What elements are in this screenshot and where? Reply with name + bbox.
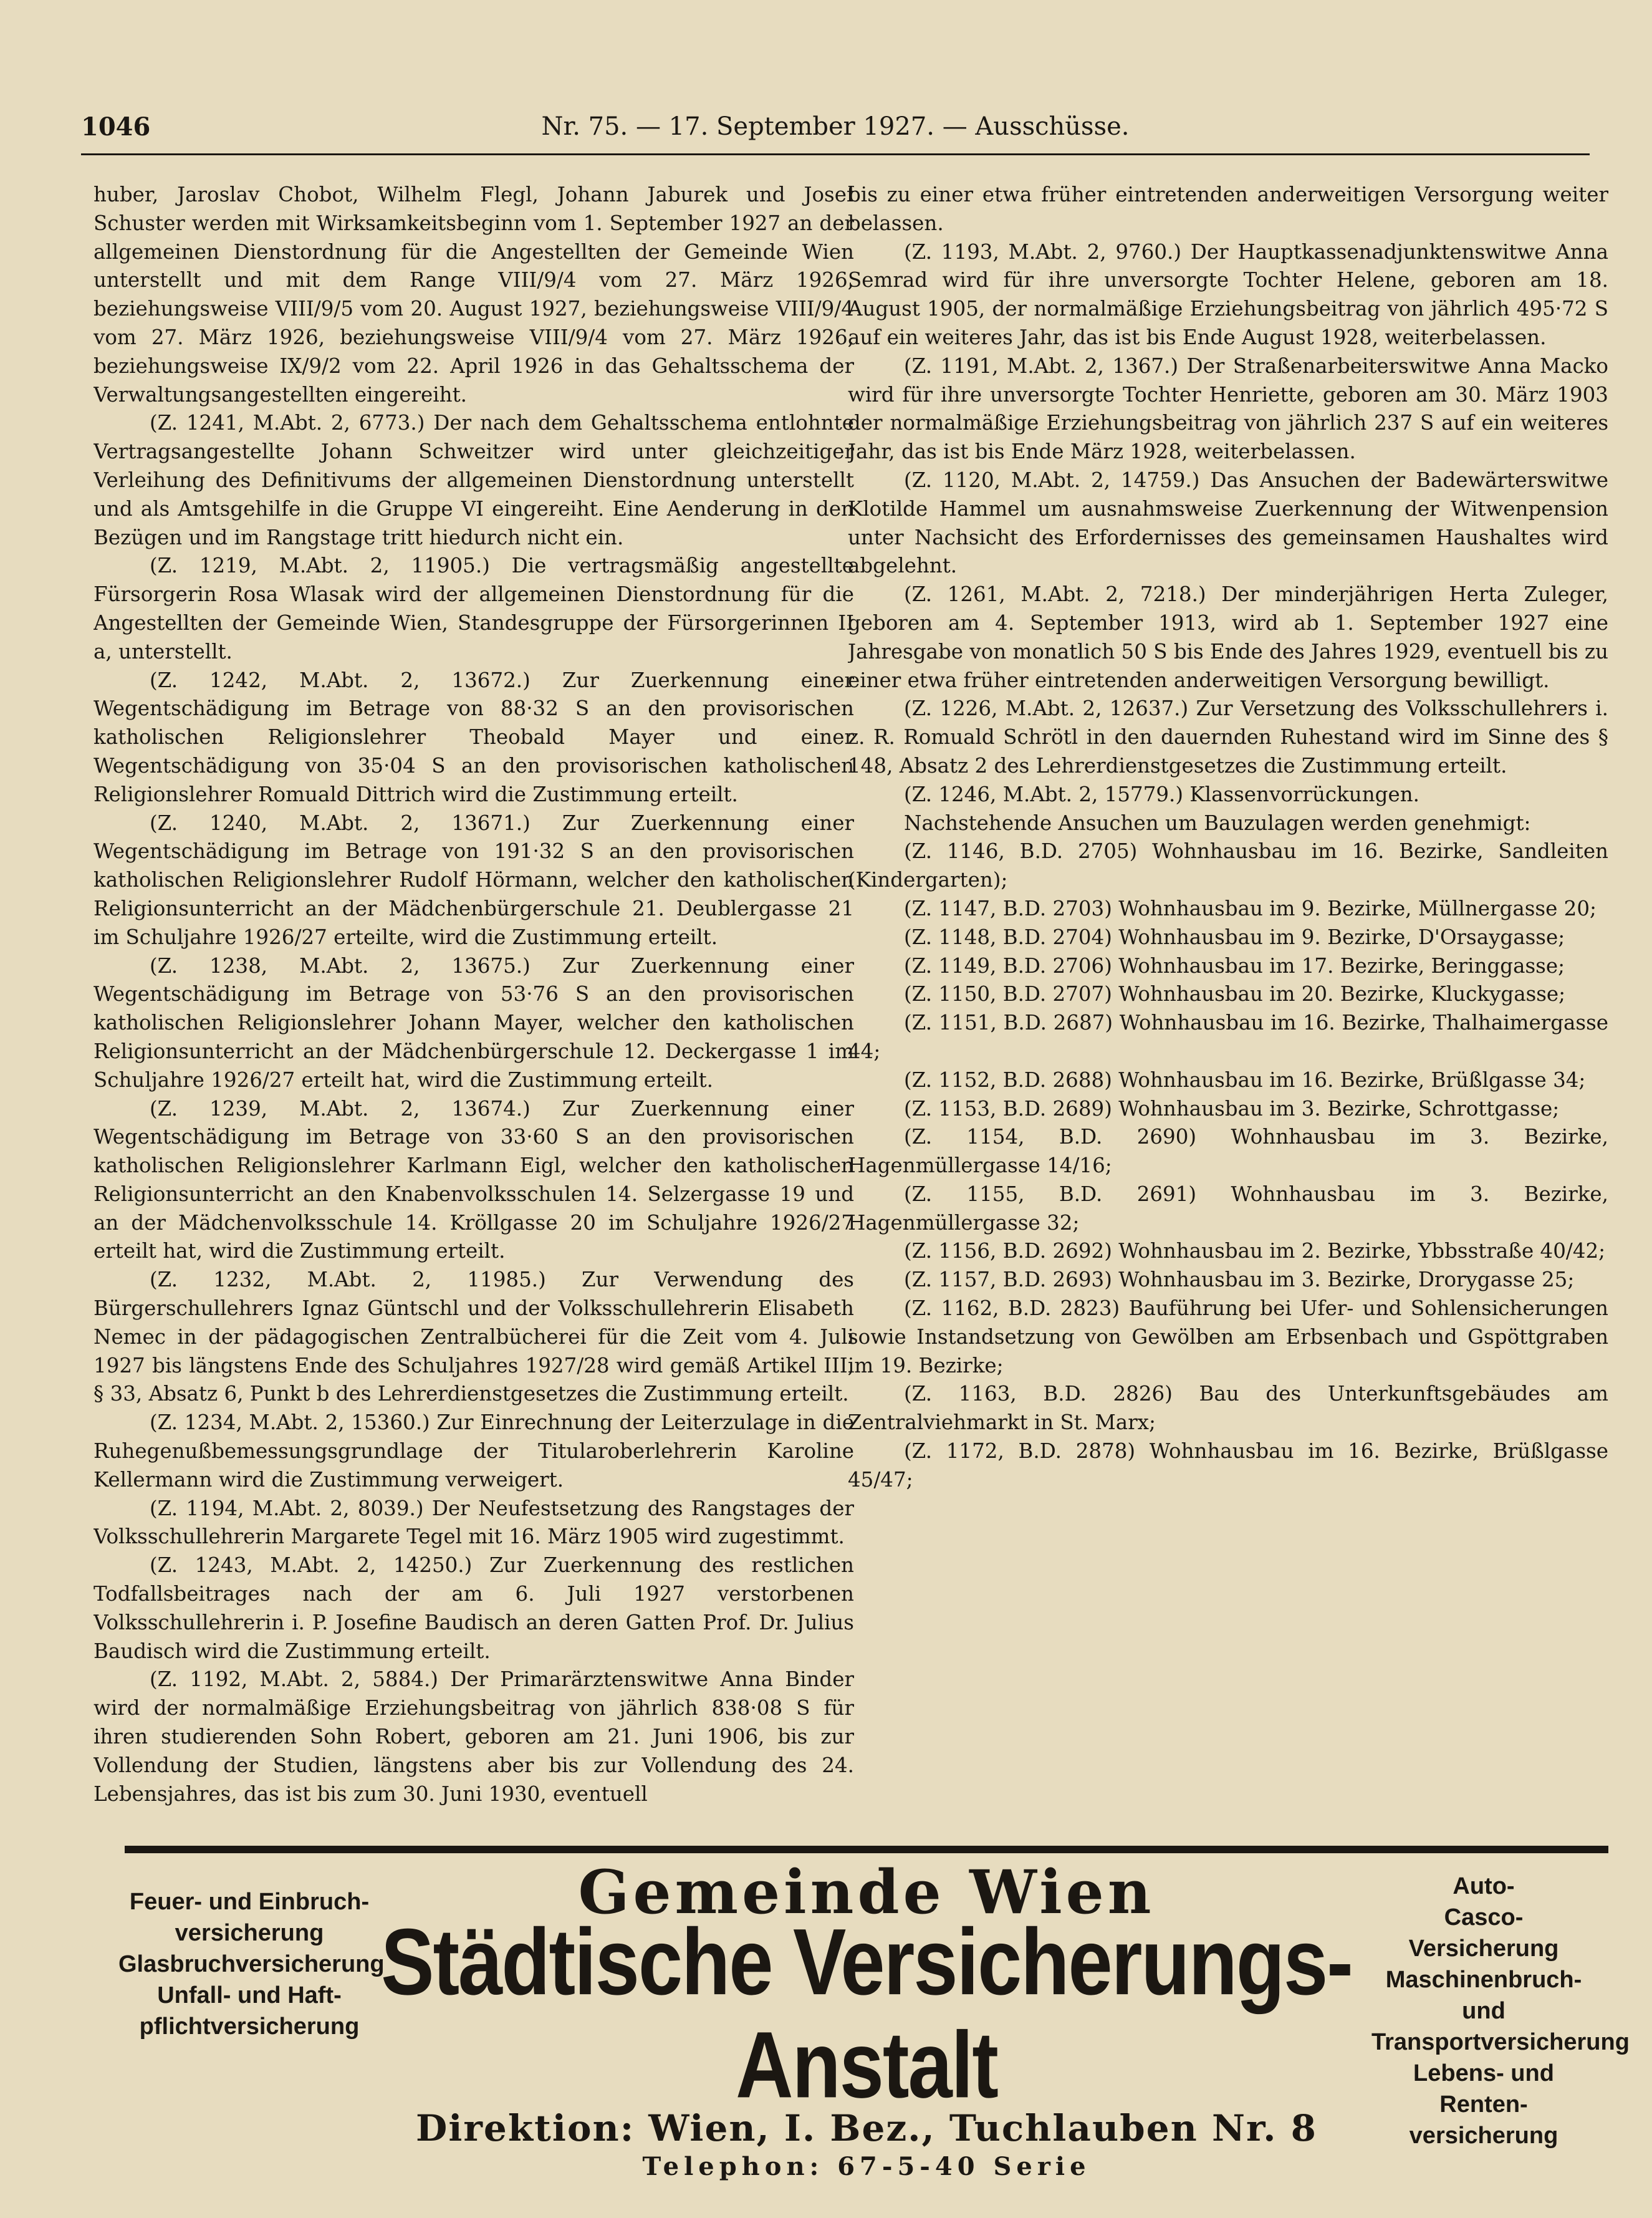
ad-service-line: Transportversicherung (1371, 2029, 1630, 2055)
paragraph: (Z. 1193, M.Abt. 2, 9760.) Der Hauptkassenadjunktenswitwe Anna Semrad wird für ihre unversorgte Tochter Helene, geboren am 18. August 1905, der normalmäßige Erziehungsbeitrag von jährlich 495·72 S auf ein weiteres Jahr, das ist bis Ende August 1928, weiterbelassen. (848, 239, 1608, 349)
ad-service-line: Casco-Versicherung (1408, 1904, 1559, 1962)
list-item: (Z. 1172, B.D. 2878) Wohnhausbau im 16. Bezirke, Brüßlgasse 45/47; (848, 1439, 1608, 1492)
paragraph: (Z. 1234, M.Abt. 2, 15360.) Zur Einrechnung der Leiterzulage in die Ruhegenußbemessungsgrundlage der Titularoberlehrerin Karoline Kellermann wird die Zustimmung verweigert. (94, 1410, 854, 1492)
list-item: (Z. 1151, B.D. 2687) Wohnhausbau im 16. Bezirke, Thalhaimergasse 44; (848, 1011, 1608, 1063)
list-item: (Z. 1156, B.D. 2692) Wohnhausbau im 2. Bezirke, Ybbsstraße 40/42; (904, 1239, 1606, 1263)
list-item: (Z. 1147, B.D. 2703) Wohnhausbau im 9. Bezirke, Müllnergasse 20; (904, 896, 1597, 920)
list-item: (Z. 1152, B.D. 2688) Wohnhausbau im 16. Bezirke, Brüßlgasse 34; (904, 1068, 1586, 1092)
list-item: (Z. 1150, B.D. 2707) Wohnhausbau im 20. Bezirke, Kluckygasse; (904, 982, 1566, 1006)
paragraph: (Z. 1239, M.Abt. 2, 13674.) Zur Zuerkennung einer Wegentschädigung im Betrage von 33·60 S an den provisorischen katholischen Religionslehrer Karlmann Eigl, welcher den katholischen Religionsunterricht an den Knabenvolksschulen 14. Selzergasse 19 und an der Mädchenvolksschule 14. Kröllgasse 20 im Schuljahre 1926/27 erteilt hat, wird die Zustimmung erteilt. (94, 1096, 854, 1263)
paragraph: (Z. 1240, M.Abt. 2, 13671.) Zur Zuerkennung einer Wegentschädigung im Betrage von 191·32 S an den provisorischen katholischen Religionslehrer Rudolf Hörmann, welcher den katholischen Religionsunterricht an der Mädchenbürgerschule 21. Deublergasse 21 im Schuljahre 1926/27 erteilte, wird die Zustimmung erteilt. (94, 811, 854, 949)
ad-service-line: versicherung (1409, 2123, 1558, 2149)
list-item: (Z. 1163, B.D. 2826) Bau des Unterkunftsgebäudes am Zentralviehmarkt in St. Marx; (848, 1382, 1608, 1435)
list-item: (Z. 1149, B.D. 2706) Wohnhausbau im 17. Bezirke, Beringgasse; (904, 953, 1565, 978)
paragraph: (Z. 1243, M.Abt. 2, 14250.) Zur Zuerkennung des restlichen Todfallsbeitrages nach der am 6. Juli 1927 verstorbenen Volksschullehrerin i. P. Josefine Baudisch an deren Gatten Prof. Dr. Julius Baudisch wird die Zustimmung erteilt. (94, 1553, 854, 1663)
paragraph: (Z. 1219, M.Abt. 2, 11905.) Die vertragsmäßig angestellte Fürsorgerin Rosa Wlasak wird der allgemeinen Dienstordnung für die Angestellten der Gemeinde Wien, Standesgruppe der Fürsorgerinnen II a, unterstellt. (94, 554, 854, 663)
ad-service-line: Glasbruchversicherung (118, 1951, 385, 1977)
paragraph: (Z. 1241, M.Abt. 2, 6773.) Der nach dem Gehaltsschema entlohnte Vertragsangestellte Johann Schweitzer wird unter gleichzeitiger Verleihung des Definitivums der allgemeinen Dienstordnung unterstellt und als Amtsgehilfe in die Gruppe VI eingereiht. Eine Aenderung in den Bezügen und im Rangstage tritt hiedurch nicht ein. (94, 411, 854, 549)
right-column (848, 181, 1608, 1833)
header-rule (81, 153, 1590, 155)
paragraph: (Z. 1242, M.Abt. 2, 13672.) Zur Zuerkennung einer Wegentschädigung im Betrage von 88·32 S an den provisorischen katholischen Religionslehrer Theobald Mayer und einer Wegentschädigung von 35·04 S an den provisorischen katholischen Religionslehrer Romuald Dittrich wird die Zustimmung erteilt. (94, 668, 854, 806)
list-item: (Z. 1157, B.D. 2693) Wohnhausbau im 3. Bezirke, Drorygasse 25; (904, 1268, 1575, 1292)
advertisement-rule (125, 1846, 1608, 1853)
list-item: (Z. 1146, B.D. 2705) Wohnhausbau im 16. Bezirke, Sandleiten (Kindergarten); (848, 839, 1608, 892)
ad-company-name: Städtische Versicherungs-Anstalt (381, 1909, 1352, 2118)
ad-brand: Gemeinde Wien (578, 1857, 1155, 1927)
ad-address: Direktion: Wien, I. Bez., Tuchlauben Nr. 8 (416, 2107, 1317, 2149)
paragraph: (Z. 1261, M.Abt. 2, 7218.) Der minderjährigen Herta Zuleger, geboren am 4. September 1913, wird ab 1. September 1927 eine Jahresgabe von monatlich 50 S bis Ende des Jahres 1929, eventuell bis zu einer etwa früher eintretenden anderweitigen Versorgung bewilligt. (848, 582, 1608, 692)
paragraph: (Z. 1232, M.Abt. 2, 11985.) Zur Verwendung des Bürgerschullehrers Ignaz Güntschl und der Volksschullehrerin Elisabeth Nemec in der pädagogischen Zentralbücherei für die Zeit vom 4. Juli 1927 bis längstens Ende des Schuljahres 1927/28 wird gemäß Artikel III, § 33, Absatz 6, Punkt b des Lehrerdienstgesetzes die Zustimmung erteilt. (94, 1268, 854, 1406)
list-item: (Z. 1153, B.D. 2689) Wohnhausbau im 3. Bezirke, Schrottgasse; (904, 1096, 1560, 1121)
ad-service-line: Auto- (1453, 1873, 1515, 1899)
ad-center (362, 1858, 1371, 2182)
ad-left-services (118, 1886, 385, 2042)
list-item: (Z. 1155, B.D. 2691) Wohnhausbau im 3. Bezirke, Hagenmüllergasse 32; (848, 1182, 1608, 1235)
ad-service-line: Maschinenbruch- und (1385, 1967, 1582, 2024)
ad-service-line: pflichtversicherung (139, 2013, 360, 2040)
paragraph: Nachstehende Ansuchen um Bauzulagen werden genehmigt: (904, 811, 1531, 835)
page-number: 1046 (81, 112, 151, 142)
paragraph: (Z. 1226, M.Abt. 2, 12637.) Zur Versetzung des Volksschullehrers i. z. R. Romuald Schrötl in den dauernden Ruhestand wird im Sinne des § 148, Absatz 2 des Lehrerdienstgesetzes die Zustimmung erteilt. (848, 697, 1608, 778)
paragraph: bis zu einer etwa früher eintretenden anderweitigen Versorgung weiter belassen. (848, 183, 1608, 235)
list-item: (Z. 1162, B.D. 2823) Bauführung bei Ufer- und Sohlensicherungen sowie Instandsetzung von Gewölben am Erbsenbach und Gspöttgraben im 19. Bezirke; (848, 1296, 1608, 1377)
insurance-advertisement (94, 1857, 1630, 2181)
issue-title: Nr. 75. — 17. September 1927. — Ausschüsse. (541, 112, 1130, 141)
paragraph: huber, Jaroslav Chobot, Wilhelm Flegl, Johann Jaburek und Josef Schuster werden mit Wirksamkeitsbeginn vom 1. September 1927 an der allgemeinen Dienstordnung für die Angestellten der Gemeinde Wien unterstellt und mit dem Range VIII/9/4 vom 27. März 1926, beziehungsweise VIII/9/5 vom 20. August 1927, beziehungsweise VIII/9/4 vom 27. März 1926, beziehungsweise VIII/9/4 vom 27. März 1926, beziehungsweise IX/9/2 vom 22. April 1926 in das Gehaltsschema der Verwaltungsangestellten eingereiht. (94, 183, 854, 407)
ad-service-line: Lebens- und Renten- (1413, 2060, 1554, 2118)
paragraph: (Z. 1192, M.Abt. 2, 5884.) Der Primarärztenswitwe Anna Binder wird der normalmäßige Erziehungsbeitrag von jährlich 838·08 S für ihren studierenden Sohn Robert, geboren am 21. Juni 1906, bis zur Vollendung der Studien, längstens aber bis zur Vollendung des 24. Lebensjahres, das ist bis zum 30. Juni 1930, eventuell (94, 1667, 854, 1806)
ad-service-line: Feuer- und Einbruch- (129, 1889, 370, 1915)
page-header (81, 112, 1590, 150)
ad-right-services (1371, 1871, 1630, 2151)
paragraph: (Z. 1238, M.Abt. 2, 13675.) Zur Zuerkennung einer Wegentschädigung im Betrage von 53·76 S an den provisorischen katholischen Religionslehrer Johann Mayer, welcher den katholischen Religionsunterricht an der Mädchenbürgerschule 12. Deckergasse 1 im Schuljahre 1926/27 erteilt hat, wird die Zustimmung erteilt. (94, 953, 854, 1092)
ad-service-line: versicherung (175, 1920, 324, 1946)
paragraph: (Z. 1120, M.Abt. 2, 14759.) Das Ansuchen der Badewärterswitwe Klotilde Hammel um ausnahmsweise Zuerkennung der Witwenpension unter Nachsicht des Erfordernisses des gemeinsamen Haushaltes wird abgelehnt. (848, 468, 1608, 578)
paragraph: (Z. 1194, M.Abt. 2, 8039.) Der Neufestsetzung des Rangstages der Volksschullehrerin Margarete Tegel mit 16. März 1905 wird zugestimmt. (94, 1496, 854, 1549)
paragraph: (Z. 1191, M.Abt. 2, 1367.) Der Straßenarbeiterswitwe Anna Macko wird für ihre unversorgte Tochter Henriette, geboren am 30. März 1903 der normalmäßige Erziehungsbeitrag von jährlich 237 S auf ein weiteres Jahr, das ist bis Ende März 1928, weiterbelassen. (848, 354, 1608, 464)
list-item: (Z. 1154, B.D. 2690) Wohnhausbau im 3. Bezirke, Hagenmüllergasse 14/16; (848, 1125, 1608, 1178)
ad-service-line: Unfall- und Haft- (157, 1982, 342, 2008)
left-column (94, 181, 854, 1833)
paragraph: (Z. 1246, M.Abt. 2, 15779.) Klassenvorrückungen. (904, 782, 1419, 806)
ad-phone: Telephon: 67-5-40 Serie (642, 2152, 1091, 2181)
list-item: (Z. 1148, B.D. 2704) Wohnhausbau im 9. Bezirke, D'Orsaygasse; (904, 925, 1565, 949)
